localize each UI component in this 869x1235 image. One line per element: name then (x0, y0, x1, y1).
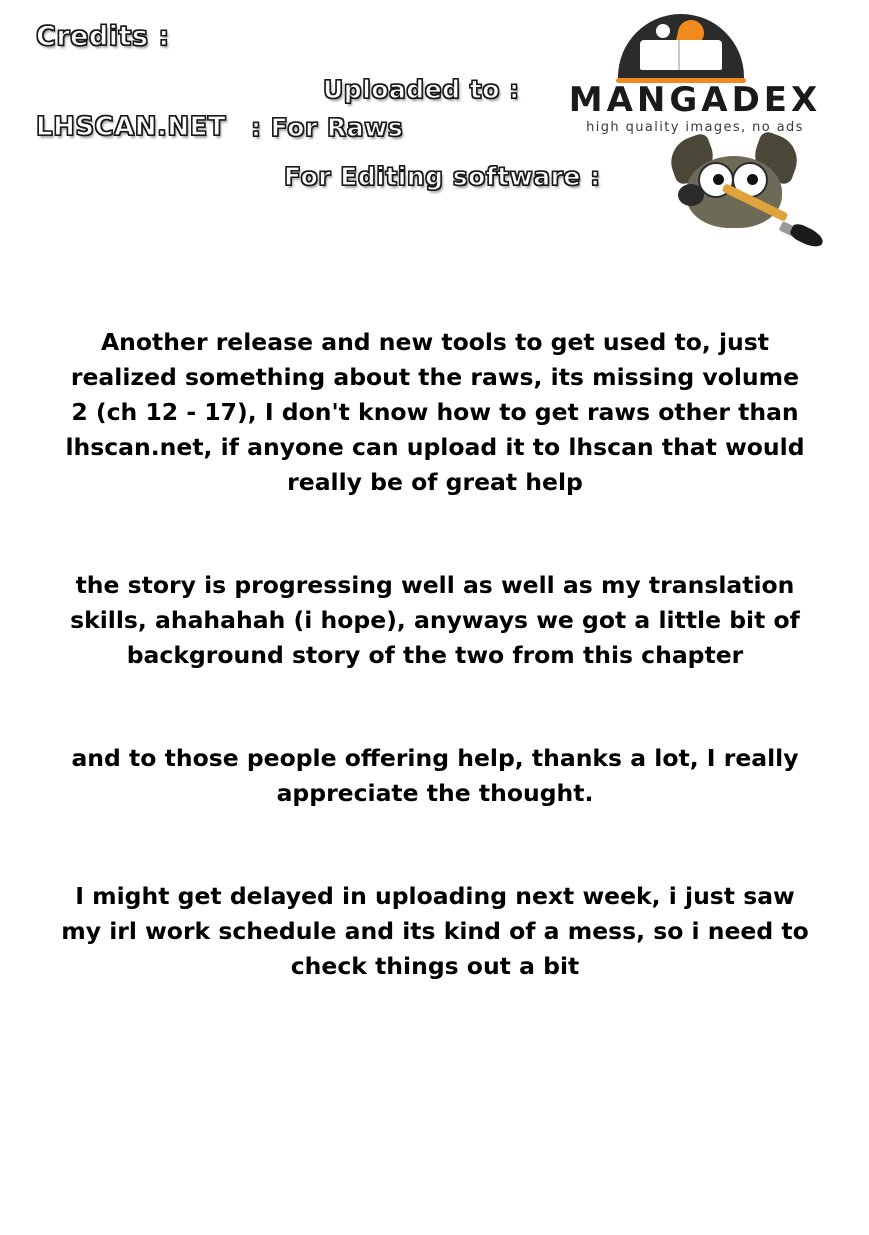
credits-block (36, 22, 336, 52)
uploaded-to-label: Uploaded to : (323, 75, 520, 104)
raws-role-label: : For Raws (251, 113, 404, 142)
mangadex-icon-book (640, 40, 722, 70)
credits-heading: Credits : (36, 21, 170, 52)
note-paragraph: Another release and new tools to get used to, just realized something about the raws, its missing volume 2 (ch 12 - 17), I don't know how to get raws other than lhscan.net, if anyone can upload it to lhscan that would really be of great help (65, 328, 805, 496)
mangadex-tagline: high quality images, no ads (586, 120, 804, 135)
wilber-pupil-left (713, 174, 724, 185)
mangadex-book-flame-icon (618, 14, 744, 80)
mangadex-logo (530, 14, 860, 134)
note-paragraph: and to those people offering help, thanks a lot, I really appreciate the thought. (71, 744, 799, 807)
mangadex-wordmark: MANGADEX (568, 80, 822, 120)
credits-source-site: LHSCAN.NET (36, 112, 227, 142)
note-paragraph: the story is progressing well as well as my translation skills, ahahahah (i hope), anyways we got a little bit of background story of the two from this chapter (70, 571, 800, 669)
wilber-pupil-right (747, 174, 758, 185)
mangadex-icon-dot (656, 24, 670, 38)
mangadex-icon-book-fold (678, 40, 680, 70)
editing-software-label: For Editing software : (284, 162, 601, 191)
paintbrush-tip (788, 221, 826, 250)
translator-notes (60, 325, 810, 984)
gimp-wilber-mascot-icon (662, 136, 842, 258)
note-paragraph: I might get delayed in uploading next week, i just saw my irl work schedule and its kind of a mess, so i need to check things out a bit (61, 882, 809, 980)
